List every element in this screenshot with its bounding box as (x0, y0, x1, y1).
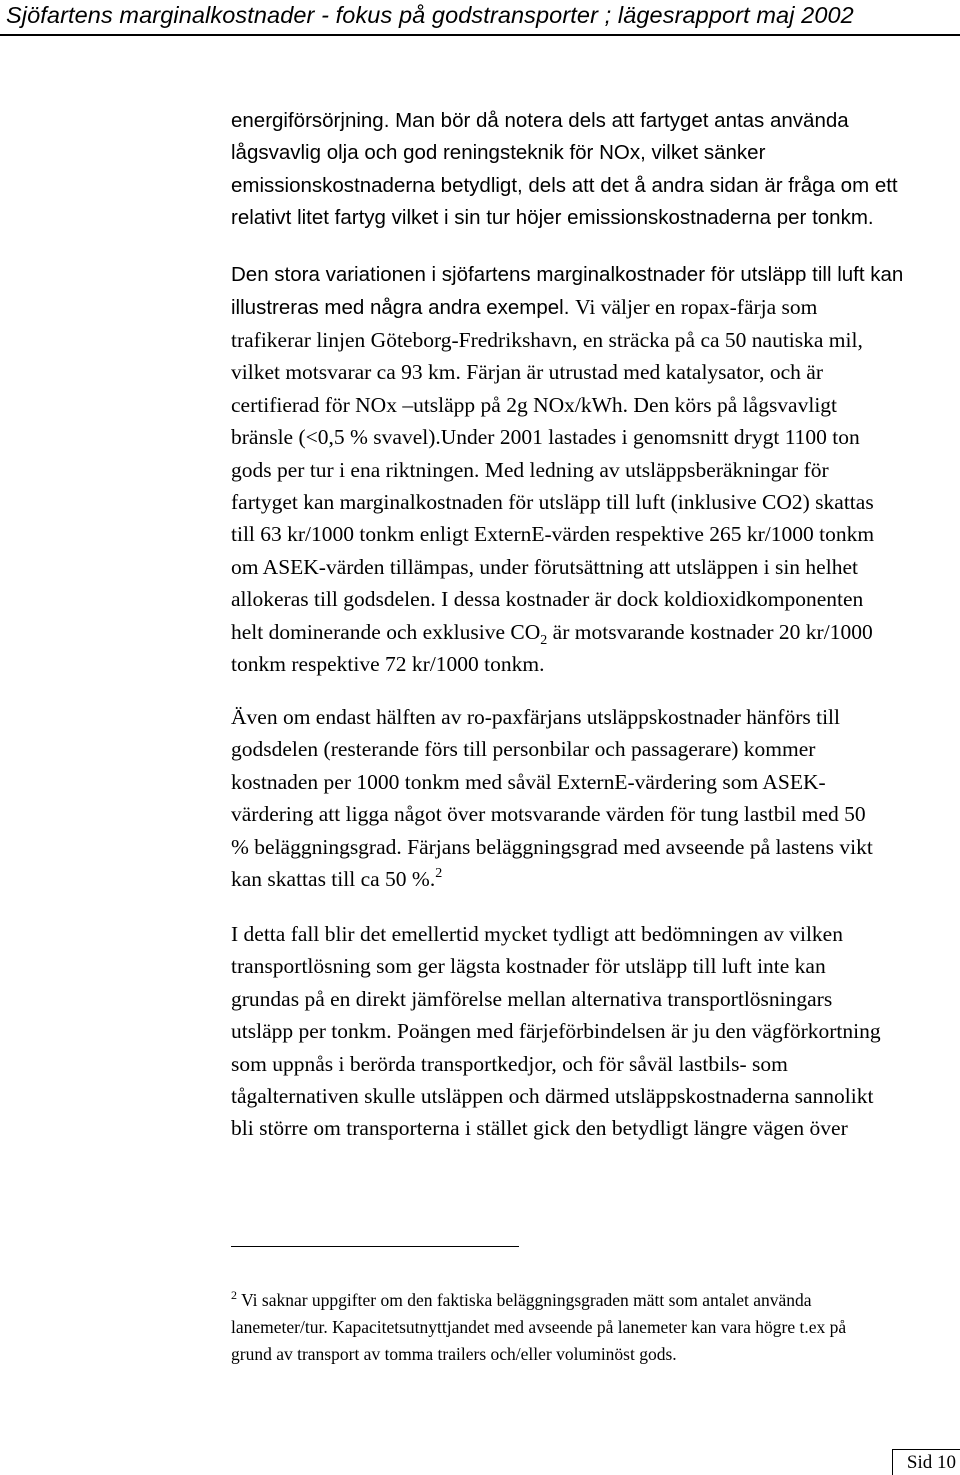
text-line: tonkm respektive 72 kr/1000 tonkm. (231, 652, 545, 677)
text-line: vilket motsvarar ca 93 km. Färjan är utrustad med katalysator, och är (231, 360, 823, 385)
text-line: allokeras till godsdelen. I dessa kostnader är dock koldioxidkomponenten (231, 587, 864, 612)
text-line (231, 291, 958, 324)
footnote-separator (231, 1246, 519, 1247)
text-line: trafikerar linjen Göteborg-Fredrikshavn, en sträcka på ca 50 nautiska mil, (231, 328, 863, 352)
text-line: emissionskostnaderna betydligt, dels att det å andra sidan är fråga om ett (231, 173, 898, 197)
text-line: % beläggningsgrad. Färjans beläggningsgrad med avseende på lastens vikt (231, 834, 873, 859)
text-line: energiförsörjning. Man bör då notera dels att fartyget antas använda (231, 109, 849, 132)
text-line: värdering att ligga något över motsvarande värden för tung lastbil med 50 (231, 802, 866, 827)
text-line: grundas på en direkt jämförelse mellan alternativa transportlösningars (231, 986, 833, 1011)
text-line: certifierad för NOx –utsläpp på 2g NOx/kWh. Den körs på lågsvavligt (231, 392, 838, 417)
text-line: bränsle (<0,5 % svavel).Under 2001 lastades i genomsnitt drygt 1100 ton (231, 425, 860, 450)
text-line: I detta fall blir det emellertid mycket tydligt att bedömningen av vilken (231, 922, 843, 946)
text-line (231, 616, 958, 648)
text-line: transportlösning som ger lägsta kostnader för utsläpp till luft inte kan (231, 954, 826, 979)
text-line: gods per tur i ena riktningen. Med ledning av utsläppsberäkningar för (231, 457, 829, 482)
footnote-line: lanemeter/tur. Kapacitetsutnyttjandet med avseende på lanemeter kan vara högre t.ex på (231, 1317, 847, 1337)
text-line (231, 863, 958, 895)
text-line: godsdelen (resterande förs till personbilar och passagerare) kommer (231, 737, 816, 762)
paragraph-4 (231, 701, 958, 895)
text-line: utsläpp per tonkm. Poängen med färjeförbindelsen är ju den vägförkortning (231, 1019, 881, 1044)
text-fragment: kan skattas till ca 50 %. (231, 867, 436, 892)
text-line: som uppnås i berörda transportkedjor, och för såväl lastbils- som (231, 1051, 788, 1076)
footnote (231, 1287, 958, 1368)
page-number-box (892, 1449, 960, 1475)
text-line: bli större om transporterna i stället gick den betydligt längre vägen över (231, 1116, 848, 1141)
paragraph-2 (231, 259, 958, 325)
text-fragment: helt dominerande och exklusive CO (231, 619, 541, 644)
footnote-line (231, 1287, 958, 1314)
text-line: relativt litet fartyg vilket i sin tur höjer emissionskostnaderna per tonkm. (231, 206, 874, 230)
text-line: kostnaden per 1000 tonkm med såväl ExternE-värdering som ASEK- (231, 769, 826, 794)
text-line: Även om endast hälften av ro-paxfärjans utsläppskostnader hänförs till (231, 705, 840, 729)
page-header (0, 0, 960, 36)
text-line: lågsvavlig olja och god reningsteknik för NOx, vilket sänker (231, 141, 766, 165)
subscript: 2 (540, 632, 548, 648)
footnote-line: grund av transport av tomma trailers och/eller voluminöst gods. (231, 1344, 677, 1364)
text-line: tågalternativen skulle utsläppen och därmed utsläppskostnaderna sannolikt (231, 1084, 874, 1109)
paragraph-1 (231, 105, 958, 235)
text-fragment: Vi väljer en ropax-färja som (575, 295, 818, 320)
paragraph-5 (231, 918, 958, 1145)
text-line: om ASEK-värden tillämpas, under förutsättning att utsläppen i sin helhet (231, 554, 858, 579)
text-line: Den stora variationen i sjöfartens marginalkostnader för utsläpp till luft kan (231, 263, 904, 286)
footnote-reference[interactable]: 2 (435, 866, 443, 882)
text-line: till 63 kr/1000 tonkm enligt ExternE-värden respektive 265 kr/1000 tonkm (231, 522, 875, 547)
page-number: Sid 10 (906, 1452, 956, 1473)
text-fragment: illustreras med några andra exempel. (231, 296, 570, 320)
text-fragment: Vi saknar uppgifter om den faktiska beläggningsgraden mätt som antalet använda (241, 1290, 812, 1310)
text-line: fartyget kan marginalkostnaden för utsläpp till luft (inklusive CO2) skattas (231, 490, 874, 515)
paragraph-3 (231, 324, 958, 680)
text-fragment: är motsvarande kostnader 20 kr/1000 (547, 619, 873, 644)
footnote-number: 2 (231, 1288, 237, 1302)
report-title: Sjöfartens marginalkostnader - fokus på godstransporter ; lägesrapport maj 2002 (6, 2, 854, 28)
